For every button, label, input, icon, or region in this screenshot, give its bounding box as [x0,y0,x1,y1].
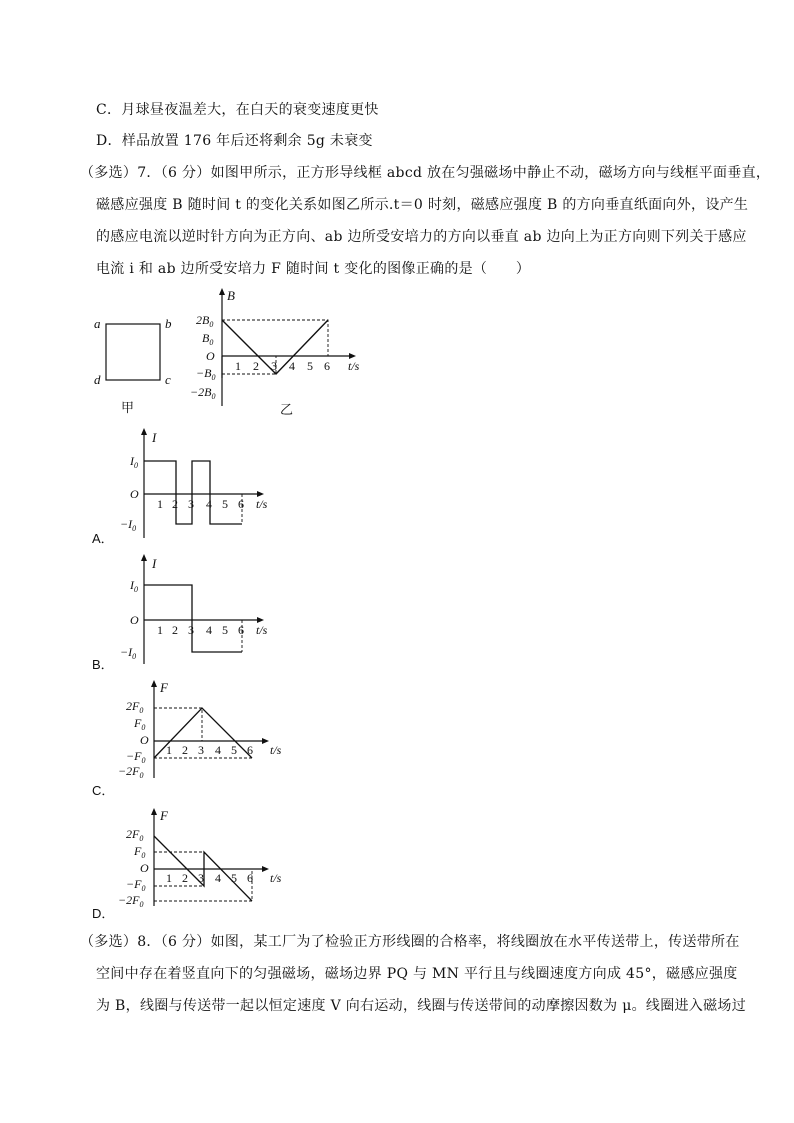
figure-yi [190,288,376,420]
tick-f0: $F_0$ [134,844,146,860]
option-d-text: D．样品放置 176 年后还将剩余 5g 未衰变 [96,133,373,149]
q7-line-1: （多选）7．（6 分）如图甲所示，正方形导线框 abcd 放在匀强磁场中静止不动，磁场方向与线框平面垂直， [80,165,771,181]
tick-4: 4 [215,871,221,885]
y-label-i: I [152,556,157,571]
tick-mb0: $-B_0$ [196,366,216,382]
q8-line-1: （多选）8．（6 分）如图，某工厂为了检验正方形线圈的合格率，将线圈放在水平传送带上，传送带所在 [80,934,740,950]
tick-1: 1 [157,497,163,511]
tick-b0: $B_0$ [202,331,214,347]
tick-mf0: $-F_0$ [126,749,146,765]
tick-4: 4 [215,743,221,757]
x-label-t: t/s [270,743,282,757]
square-coil [106,324,160,380]
i-curve [144,461,242,524]
label-b: b [165,316,172,331]
tick-3: 3 [188,623,194,637]
tick-1: 1 [235,359,241,373]
origin-o: O [130,613,139,627]
i-curve [144,585,242,652]
q7-line-3: 的感应电流以逆时针方向为正方向、ab 边所受安培力的方向以垂直 ab 边向上为正方向则下列关于感应 [96,229,747,245]
label-c: c [165,372,171,387]
tick-1: 1 [157,623,163,637]
tick-5: 5 [222,497,228,511]
tick-6: 6 [238,623,244,637]
tick-2: 2 [182,743,188,757]
option-d-label[interactable]: D． [92,906,115,921]
q7-line-4: 电流 i 和 ab 边所受安培力 F 随时间 t 变化的图像正确的是（ ） [96,261,531,277]
caption-jia: 甲 [121,400,135,415]
y-arrow [219,288,225,295]
graph-d[interactable] [114,808,294,908]
tick-4: 4 [206,497,212,511]
graph-a[interactable] [114,428,284,540]
x-label-t: t/s [256,623,268,637]
y-label-b: B [227,288,235,303]
figure-jia [88,308,188,418]
option-c-label[interactable]: C． [92,783,115,798]
origin-o: O [140,861,149,875]
tick-mi0: $-I_0$ [120,517,137,533]
tick-2b0: $2B_0$ [196,313,214,329]
tick-6: 6 [238,497,244,511]
tick-3: 3 [198,743,204,757]
origin-o: O [140,733,149,747]
tick-mi0: $-I_0$ [120,645,137,661]
tick-2: 2 [253,359,259,373]
label-d: d [94,372,101,387]
tick-2: 2 [182,871,188,885]
tick-5: 5 [222,623,228,637]
x-label-t: t/s [348,359,360,373]
tick-2f0: $2F_0$ [126,699,144,715]
tick-5: 5 [231,871,237,885]
tick-m2b0: $-2B_0$ [190,385,216,401]
tick-m2f0: $-2F_0$ [118,764,144,780]
tick-3: 3 [188,497,194,511]
tick-2f0: $2F_0$ [126,827,144,843]
option-a-label[interactable]: A． [92,531,114,546]
origin-o: O [206,349,215,363]
tick-3: 3 [198,871,204,885]
tick-6: 6 [247,743,253,757]
origin-o: O [130,487,139,501]
tick-4: 4 [206,623,212,637]
tick-1: 1 [166,743,172,757]
option-c-text: C．月球昼夜温差大，在白天的衰变速度更快 [96,102,379,118]
tick-5: 5 [231,743,237,757]
tick-4: 4 [289,359,295,373]
label-a: a [94,316,101,331]
q8-line-3: 为 B，线圈与传送带一起以恒定速度 V 向右运动，线圈与传送带间的动摩擦因数为 μ。线圈进入磁场过 [96,998,746,1014]
tick-2: 2 [172,497,178,511]
tick-i0: $I_0$ [130,578,138,594]
tick-f0: $F_0$ [134,716,146,732]
caption-yi: 乙 [280,402,294,417]
tick-6: 6 [247,871,253,885]
y-label-f: F [160,808,168,823]
tick-5: 5 [307,359,313,373]
y-label-i: I [152,430,157,445]
tick-i0: $I_0$ [130,454,138,470]
graph-c[interactable] [114,680,294,780]
graph-b[interactable] [114,554,284,666]
tick-2: 2 [172,623,178,637]
x-label-t: t/s [256,497,268,511]
tick-6: 6 [324,359,330,373]
q7-line-2: 磁感应强度 B 随时间 t 的变化关系如图乙所示.t＝0 时刻，磁感应强度 B 的方向垂直纸面向外，设产生 [96,197,749,213]
tick-3: 3 [271,359,277,373]
x-label-t: t/s [270,871,282,885]
tick-mf0: $-F_0$ [126,877,146,893]
tick-m2f0: $-2F_0$ [118,893,144,909]
q8-line-2: 空间中存在着竖直向下的匀强磁场，磁场边界 PQ 与 MN 平行且与线圈速度方向成 45°，磁感应强度 [96,966,738,982]
tick-1: 1 [166,871,172,885]
y-label-f: F [160,680,168,695]
option-b-label[interactable]: B． [92,657,114,672]
